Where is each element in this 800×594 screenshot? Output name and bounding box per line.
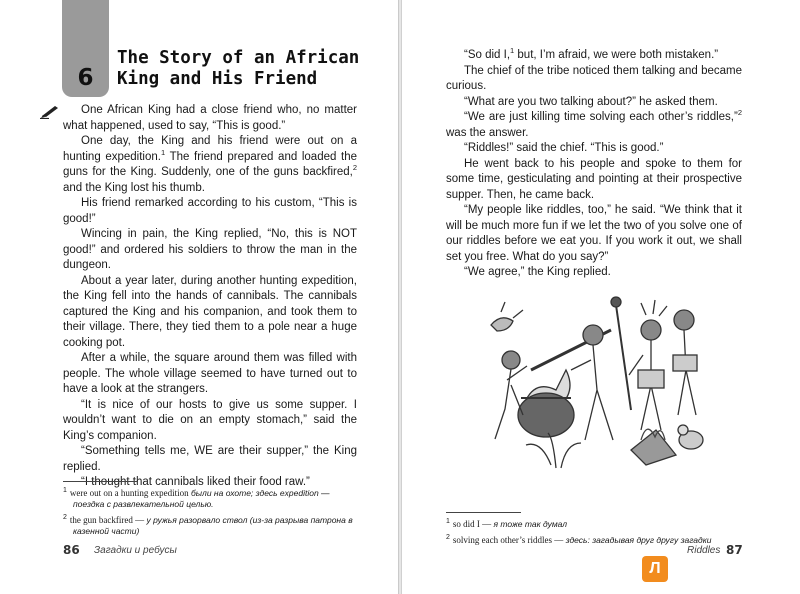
paragraph: “What are you two talking about?” he asked them. bbox=[464, 95, 718, 108]
footnote-marker[interactable]: 2 bbox=[352, 163, 357, 173]
paragraph: One African King had a close friend who, no matter what happened, used to say, “This is good.” bbox=[63, 104, 357, 132]
running-head: Riddles bbox=[687, 545, 721, 556]
page-number: 86 bbox=[63, 543, 80, 557]
paragraph: Wincing in pain, the King replied, “No, this is NOT good!” and ordered his soldiers to throw the man in the dungeon. bbox=[63, 228, 357, 271]
footnote-marker[interactable]: 1 bbox=[510, 46, 515, 56]
chapter-number-tab bbox=[62, 0, 109, 97]
paragraph: “It is nice of our hosts to give us some supper. I wouldn’t want to die on an empty stomach,” said the King’s companion. bbox=[63, 398, 357, 442]
paragraph: About a year later, during another hunting expedition, the King fell into the hands of cannibals. The cannibals captured the King and his companion, and took them to their village. There, they tied them to a pole near a huge cooking pot. bbox=[63, 274, 357, 349]
paragraph: “We agree,” the King replied. bbox=[464, 266, 611, 278]
right-body-text bbox=[446, 48, 742, 281]
paragraph: “Something tells me, WE are their supper,” the King replied. bbox=[63, 445, 357, 473]
footnote: $^2$ solving each other’s riddles — здесь: загадывая друг другу загадки bbox=[446, 533, 712, 545]
paragraph: His friend remarked according to his custom, “This is good!” bbox=[63, 197, 357, 225]
running-head: Загадки и ребусы bbox=[94, 545, 177, 556]
footnote: $^1$ so did I — я тоже так думал bbox=[446, 518, 568, 529]
page-number: 87 bbox=[726, 543, 743, 557]
footnote: $^1$ were out on a hunting expedition были на охоте; здесь expedition — поездка с развлекательной целью. bbox=[63, 487, 330, 509]
left-body-text bbox=[63, 103, 357, 491]
cannibal-village-illustration bbox=[471, 290, 721, 485]
right-footnotes bbox=[446, 516, 746, 548]
footnote-marker[interactable]: 1 bbox=[160, 147, 166, 157]
footnote: $^2$ the gun backfired — у ружья разорвало ствол (из-за разрыва патрона в казенной части) bbox=[63, 513, 353, 536]
paragraph: One day, the King and his friend were out on a hunting expedition.$^1$ The friend prepared and loaded the guns for the King. Suddenly, one of the guns backfired,$^2$ and the King lost his thumb. bbox=[63, 135, 357, 194]
chapter-title bbox=[117, 48, 387, 90]
publisher-logo-icon: Л bbox=[642, 556, 668, 582]
pen-icon bbox=[40, 103, 60, 119]
left-page bbox=[0, 0, 398, 594]
paragraph: He went back to his people and spoke to them for some time, gesticulating and pointing at their prospective supper. Then, he came back. bbox=[446, 157, 742, 201]
footnote-marker[interactable]: 2 bbox=[737, 108, 742, 118]
footnote-divider bbox=[446, 512, 521, 513]
paragraph: “We are just killing time solving each other’s riddles,”$^2$ was the answer. bbox=[446, 108, 742, 139]
footnote-divider bbox=[63, 481, 138, 482]
chapter-title-line-2: King and His Friend bbox=[117, 69, 318, 89]
left-footnotes bbox=[63, 485, 363, 539]
paragraph: “I thought that cannibals liked their food raw.” bbox=[81, 476, 310, 488]
chapter-number: 6 bbox=[77, 65, 94, 91]
paragraph: “Riddles!” said the chief. “This is good.” bbox=[464, 142, 664, 154]
paragraph: The chief of the tribe noticed them talking and became curious. bbox=[446, 64, 742, 92]
chapter-title-line-1: The Story of an African bbox=[117, 48, 360, 68]
paragraph: After a while, the square around them was filled with people. The whole village seemed to have turned out to have a look at the strangers. bbox=[63, 352, 357, 395]
paragraph: “My people like riddles, too,” he said. “We think that it will be much more fun if we let the two of you solve one of our riddles before we eat you. If you work it out, we shall set you free. What do you say?” bbox=[446, 204, 742, 263]
paragraph: “So did I,$^1$ but, I’m afraid, we were both mistaken.” bbox=[464, 46, 719, 61]
